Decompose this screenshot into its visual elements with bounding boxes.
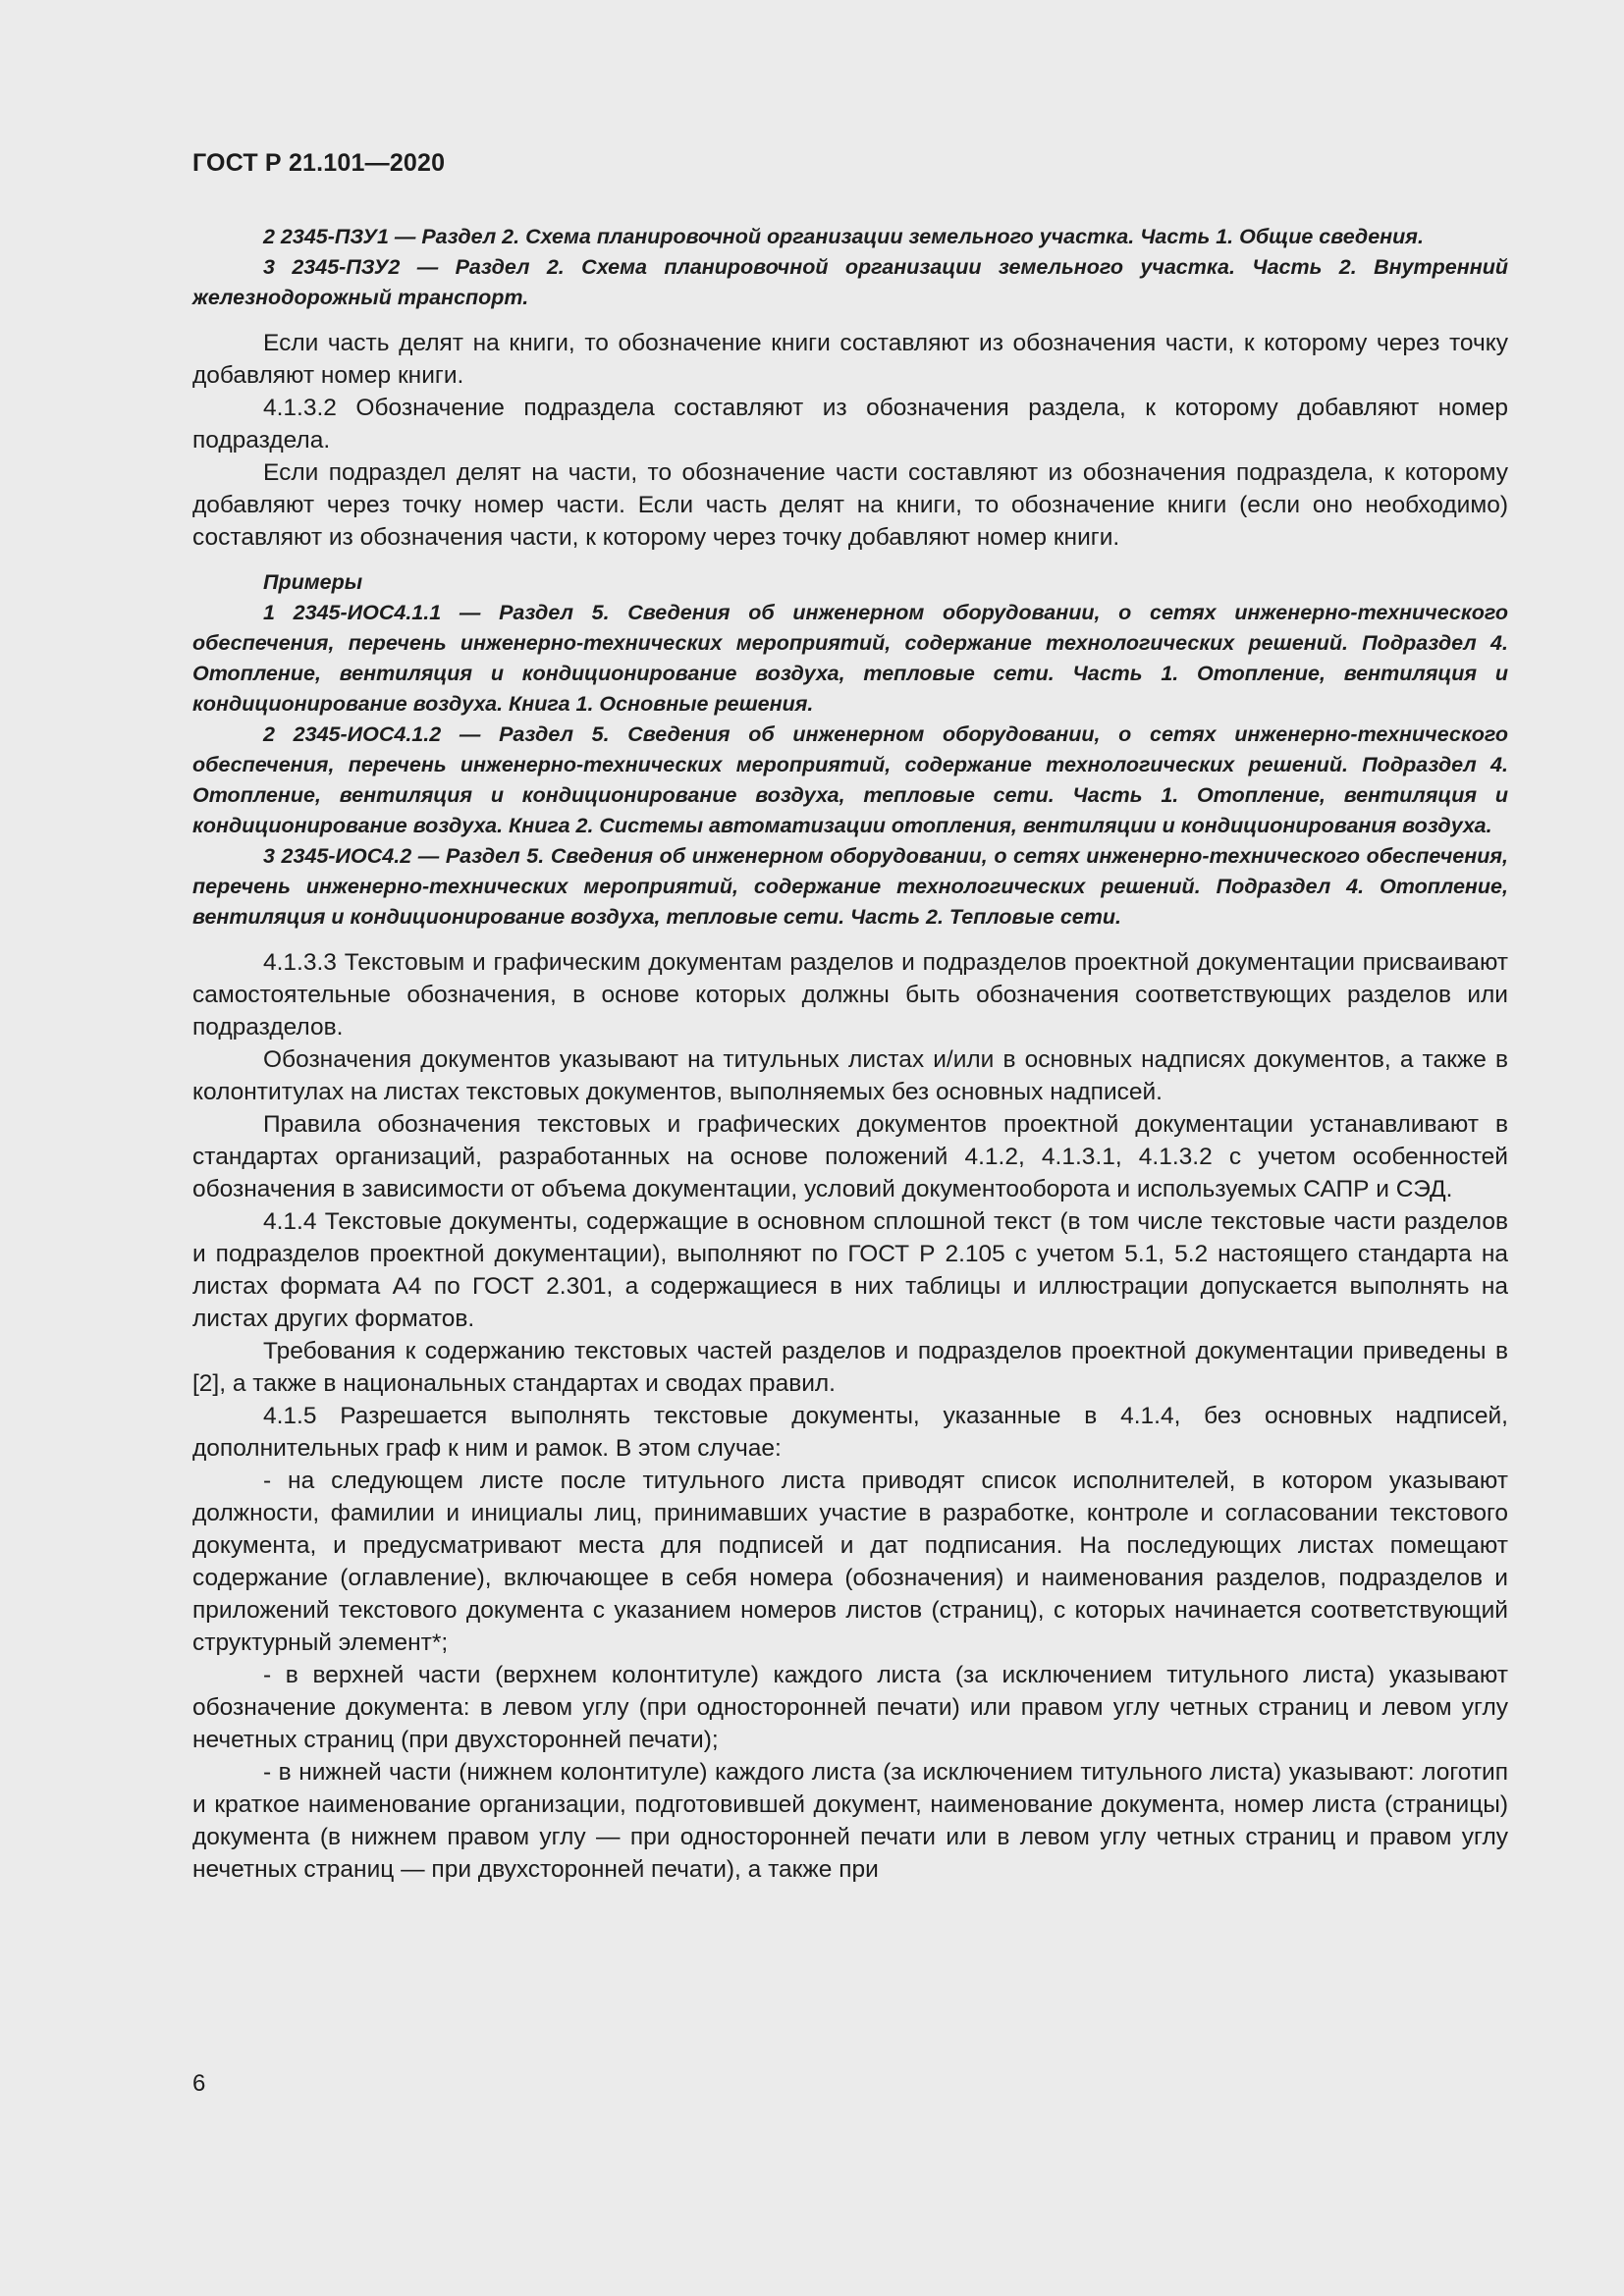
document-header: ГОСТ Р 21.101—2020 <box>192 149 446 177</box>
paragraph: 4.1.4 Текстовые документы, содержащие в основном сплошной текст (в том числе текстовые части разделов и подразделов проектной документации), выполняют по ГОСТ Р 2.105 с учетом 5.1, 5.2 настоящего стандарта на листах формата А4 по ГОСТ 2.301, а содержащиеся в них таблицы и иллюстрации допускается выполнять на листах других форматов. <box>192 1208 1508 1332</box>
paragraph: Правила обозначения текстовых и графических документов проектной документации устанавливают в стандартах организаций, разработанных на основе положений 4.1.2, 4.1.3.1, 4.1.3.2 с учетом особенностей обозначения в зависимости от объема документации, условий документооборота и используемых САПР и СЭД. <box>192 1111 1508 1202</box>
example-item: 1 2345-ИОС4.1.1 — Раздел 5. Сведения об инженерном оборудовании, о сетях инженерно-технического обеспечения, перечень инженерно-технических мероприятий, содержание технологических решений. Подраздел 4. Отопление, вентиляция и кондиционирование воздуха, тепловые сети. Часть 1. Отопление, вентиляция и кондиционирование воздуха. Книга 1. Основные решения. <box>192 601 1508 716</box>
example-item: 2 2345-ИОС4.1.2 — Раздел 5. Сведения об инженерном оборудовании, о сетях инженерно-технического обеспечения, перечень инженерно-технических мероприятий, содержание технологических решений. Подраздел 4. Отопление, вентиляция и кондиционирование воздуха, тепловые сети. Часть 1. Отопление, вентиляция и кондиционирование воздуха. Книга 2. Системы автоматизации отопления, вентиляции и кондиционирования воздуха. <box>192 722 1508 837</box>
paragraph: 4.1.3.2 Обозначение подраздела составляют из обозначения раздела, к которому добавляют номер подраздела. <box>192 395 1508 454</box>
paragraph: Обозначения документов указывают на титульных листах и/или в основных надписях документов, а также в колонтитулах на листах текстовых документов, выполняемых без основных надписей. <box>192 1046 1508 1105</box>
example-item: 3 2345-ИОС4.2 — Раздел 5. Сведения об инженерном оборудовании, о сетях инженерно-технического обеспечения, перечень инженерно-технических мероприятий, содержание технологических решений. Подраздел 4. Отопление, вентиляция и кондиционирование воздуха, тепловые сети. Часть 2. Тепловые сети. <box>192 844 1508 929</box>
example-item: 2 2345-ПЗУ1 — Раздел 2. Схема планировочной организации земельного участка. Часть 1. Общие сведения. <box>263 225 1424 248</box>
paragraph: 4.1.5 Разрешается выполнять текстовые документы, указанные в 4.1.4, без основных надписей, дополнительных граф к ним и рамок. В этом случае: <box>192 1403 1508 1462</box>
paragraph: 4.1.3.3 Текстовым и графическим документам разделов и подразделов проектной документации присваивают самостоятельные обозначения, в основе которых должны быть обозначения соответствующих разделов или подразделов. <box>192 949 1508 1041</box>
paragraph: Если подраздел делят на части, то обозначение части составляют из обозначения подраздела, к которому добавляют через точку номер части. Если часть делят на книги, то обозначение книги (если оно необходимо) составляют из обозначения части, к которому через точку добавляют номер книги. <box>192 459 1508 551</box>
list-item: - в нижней части (нижнем колонтитуле) каждого листа (за исключением титульного листа) указывают: логотип и краткое наименование организации, подготовившей документ, наименование документа, номер листа (страницы) документа (в нижнем правом углу — при односторонней печати или в левом углу четных страниц и правом углу нечетных страниц — при двухсторонней печати), а также при <box>192 1759 1508 1883</box>
page-number: 6 <box>192 2070 206 2097</box>
document-body <box>192 222 1508 1886</box>
example-item: 3 2345-ПЗУ2 — Раздел 2. Схема планировочной организации земельного участка. Часть 2. Внутренний железнодорожный транспорт. <box>192 255 1508 309</box>
examples-label: Примеры <box>263 570 363 594</box>
paragraph: Требования к содержанию текстовых частей разделов и подразделов проектной документации приведены в [2], а также в национальных стандартах и сводах правил. <box>192 1338 1508 1397</box>
paragraph: Если часть делят на книги, то обозначение книги составляют из обозначения части, к которому через точку добавляют номер книги. <box>192 330 1508 389</box>
list-item: - на следующем листе после титульного листа приводят список исполнителей, в котором указывают должности, фамилии и инициалы лиц, принимавших участие в разработке, контроле и согласовании текстового документа, и предусматривают места для подписей и дат подписания. На последующих листах помещают содержание (оглавление), включающее в себя номера (обозначения) и наименования разделов, подразделов и приложений текстового документа с указанием номеров листов (страниц), с которых начинается соответствующий структурный элемент*; <box>192 1468 1508 1656</box>
list-item: - в верхней части (верхнем колонтитуле) каждого листа (за исключением титульного листа) указывают обозначение документа: в левом углу (при односторонней печати) или правом углу четных страниц и левом углу нечетных страниц (при двухсторонней печати); <box>192 1662 1508 1753</box>
